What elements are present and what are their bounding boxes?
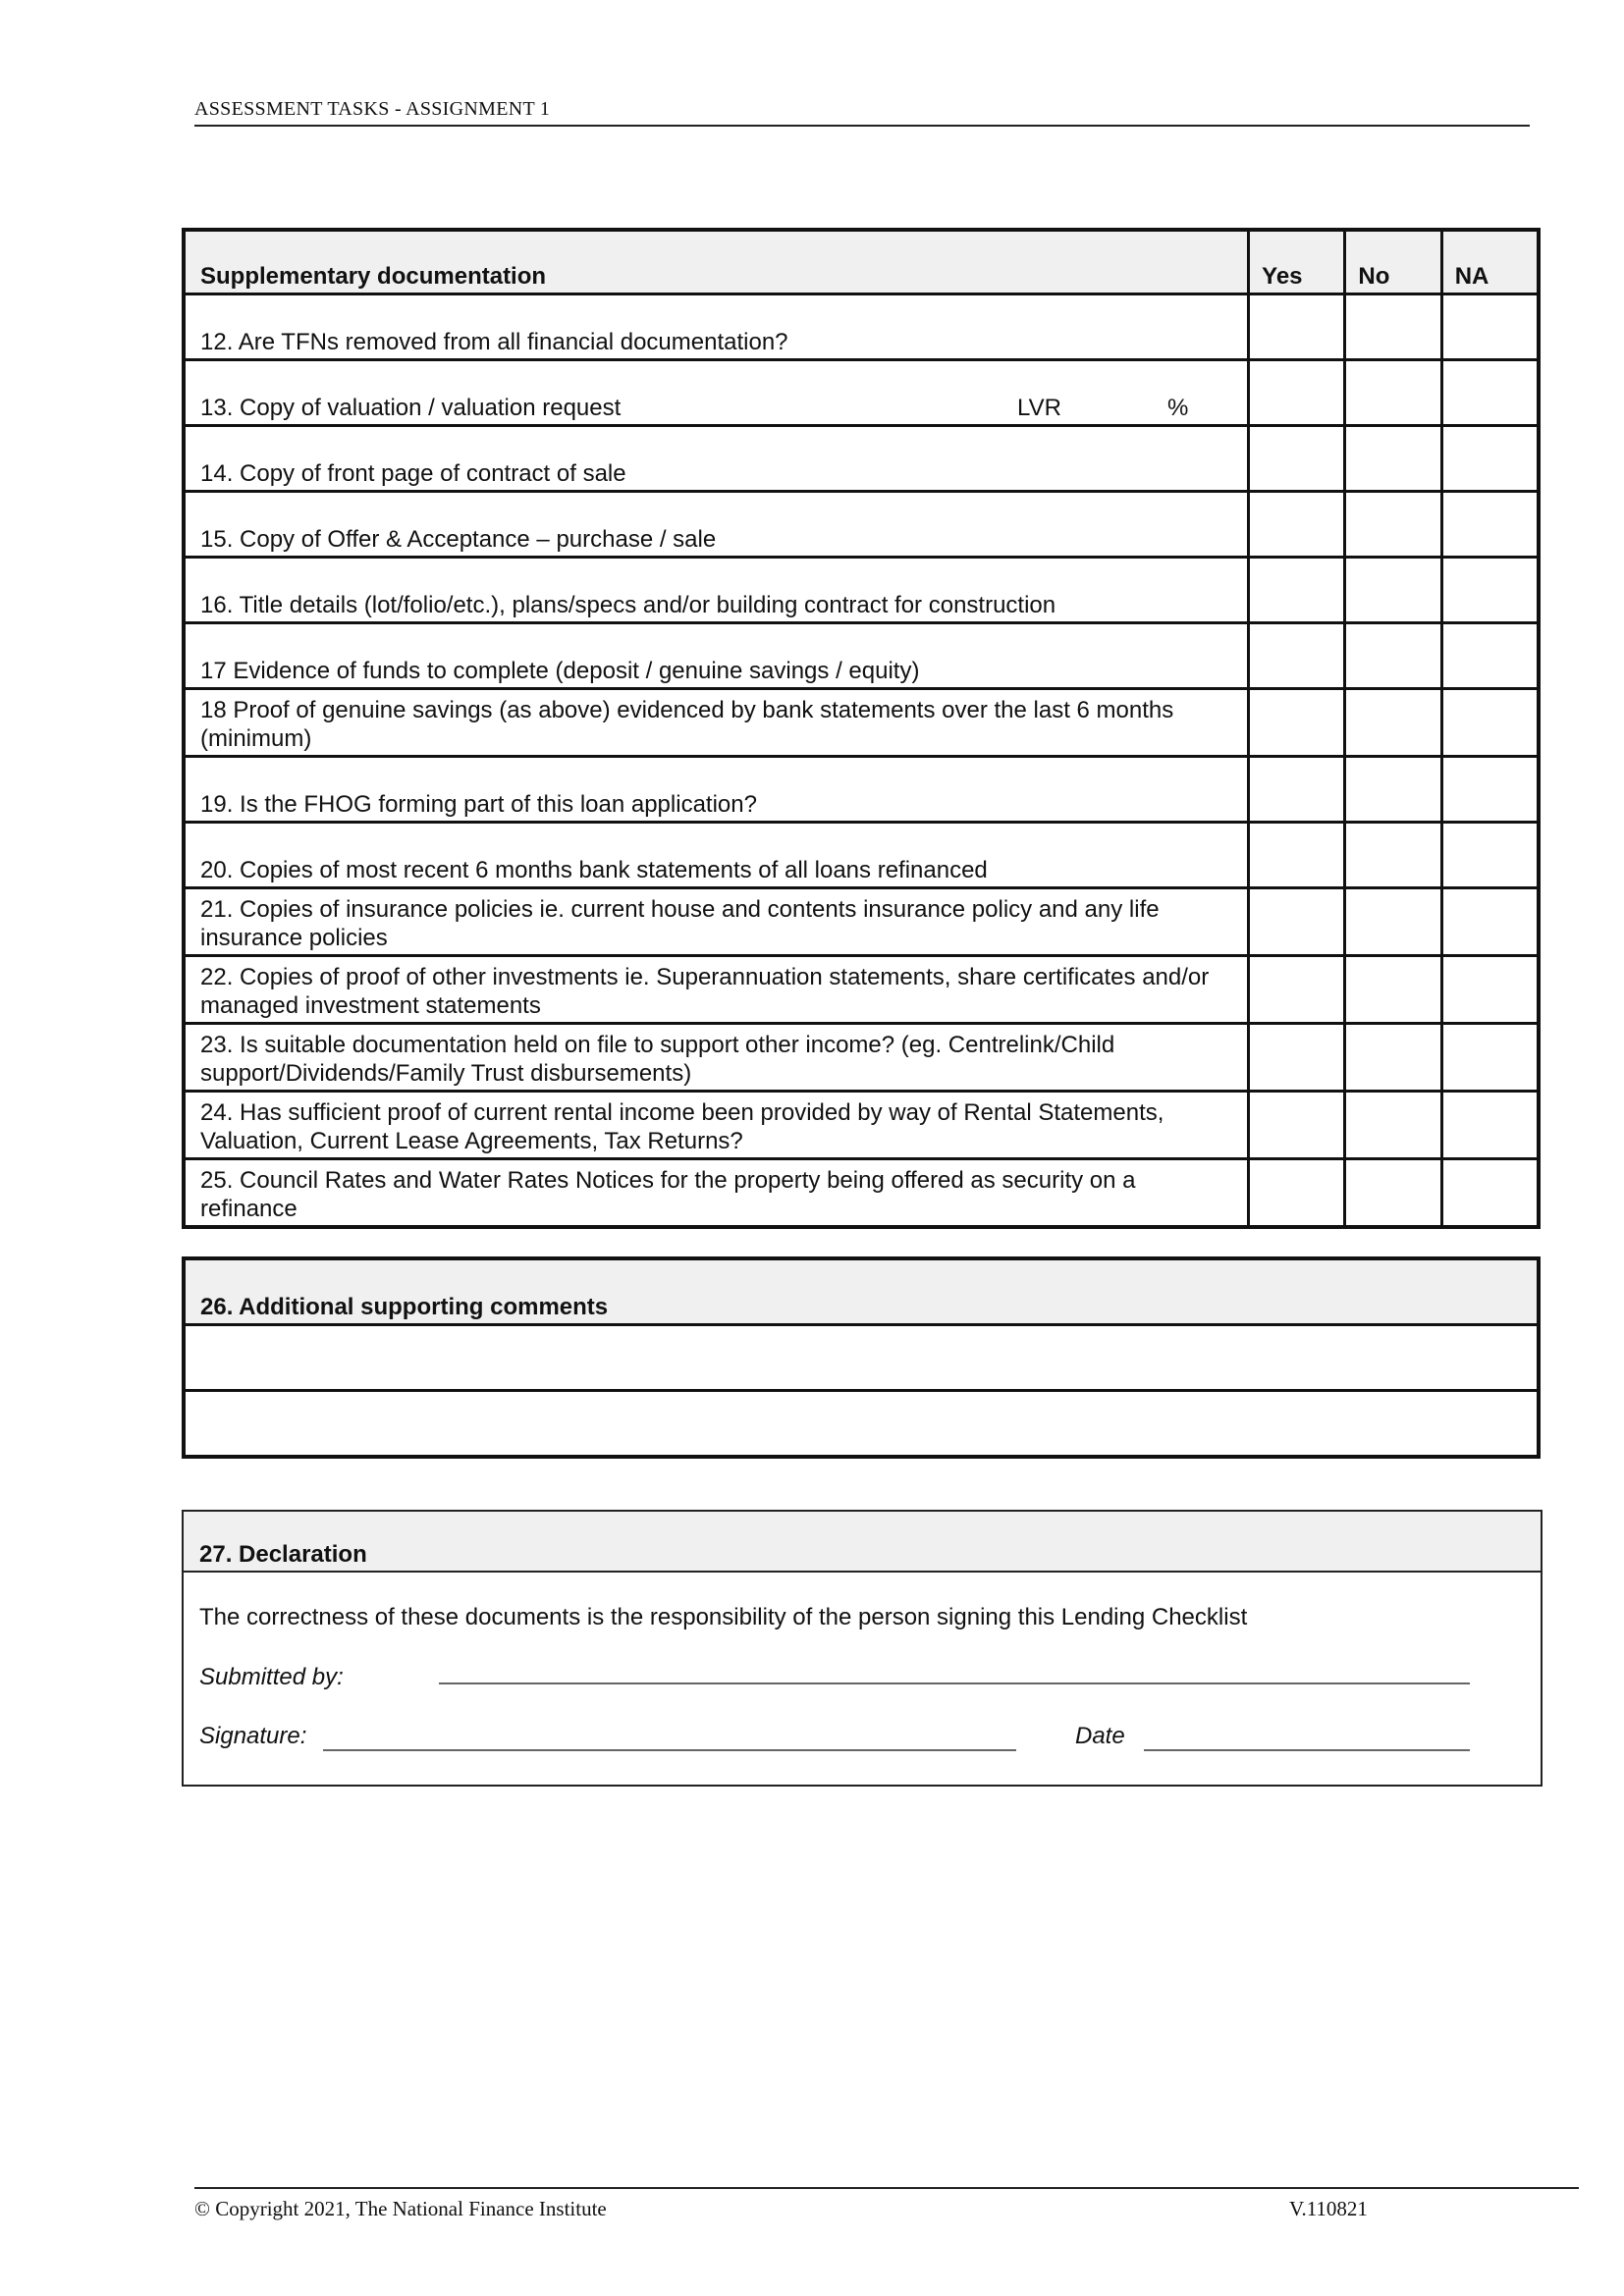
item-19-yes-cell[interactable] <box>1249 757 1345 823</box>
item-25-yes-cell[interactable] <box>1249 1159 1345 1228</box>
signature-line[interactable] <box>323 1749 1016 1751</box>
item-20-na-cell[interactable] <box>1441 823 1539 888</box>
item-16-no-cell[interactable] <box>1345 558 1441 623</box>
item-17-na-cell[interactable] <box>1441 623 1539 689</box>
item-20-no-cell[interactable] <box>1345 823 1441 888</box>
item-17: 17 Evidence of funds to complete (deposit / genuine savings / equity) <box>184 623 1249 689</box>
table-row <box>184 1159 1539 1228</box>
submitted-by-line[interactable] <box>439 1682 1470 1684</box>
declaration-box <box>182 1510 1543 1787</box>
item-23-no-cell[interactable] <box>1345 1024 1441 1092</box>
item-13: 13. Copy of valuation / valuation request <box>200 395 622 421</box>
item-25: 25. Council Rates and Water Rates Notices for the property being offered as security on a refinance <box>184 1159 1249 1228</box>
item-18-na-cell[interactable] <box>1441 689 1539 757</box>
signature-label: Signature: <box>199 1723 307 1749</box>
table-row <box>184 360 1539 426</box>
table-row <box>184 623 1539 689</box>
comment-line <box>184 1391 1539 1458</box>
item-13-na-cell[interactable] <box>1441 360 1539 426</box>
supplementary-documentation-table <box>182 228 1541 1229</box>
item-24-no-cell[interactable] <box>1345 1092 1441 1159</box>
table-row <box>184 1092 1539 1159</box>
lvr-percent: % <box>1167 395 1189 421</box>
declaration-statement: The correctness of these documents is the responsibility of the person signing this Lending Checklist <box>199 1604 1248 1630</box>
item-12-no-cell[interactable] <box>1345 294 1441 360</box>
page-header: ASSESSMENT TASKS - ASSIGNMENT 1 <box>194 98 1530 127</box>
item-18: 18 Proof of genuine savings (as above) evidenced by bank statements over the last 6 months (minimum) <box>184 689 1249 757</box>
item-16-yes-cell[interactable] <box>1249 558 1345 623</box>
item-21-yes-cell[interactable] <box>1249 888 1345 956</box>
item-17-yes-cell[interactable] <box>1249 623 1345 689</box>
item-18-yes-cell[interactable] <box>1249 689 1345 757</box>
table-row <box>184 689 1539 757</box>
item-14-na-cell[interactable] <box>1441 426 1539 492</box>
item-19-no-cell[interactable] <box>1345 757 1441 823</box>
table-row <box>184 426 1539 492</box>
comment-field-2[interactable] <box>184 1391 1539 1458</box>
table-row <box>184 294 1539 360</box>
item-15: 15. Copy of Offer & Acceptance – purchase / sale <box>184 492 1249 558</box>
comment-field-1[interactable] <box>184 1325 1539 1391</box>
item-18-no-cell[interactable] <box>1345 689 1441 757</box>
item-15-na-cell[interactable] <box>1441 492 1539 558</box>
table-row <box>184 558 1539 623</box>
item-15-yes-cell[interactable] <box>1249 492 1345 558</box>
item-24-yes-cell[interactable] <box>1249 1092 1345 1159</box>
item-13-cell <box>184 360 1249 426</box>
item-13-yes-cell[interactable] <box>1249 360 1345 426</box>
table-header-row <box>184 230 1539 294</box>
item-22-na-cell[interactable] <box>1441 956 1539 1024</box>
item-16: 16. Title details (lot/folio/etc.), plans/specs and/or building contract for construction <box>184 558 1249 623</box>
declaration-title: 27. Declaration <box>184 1512 1541 1573</box>
item-22: 22. Copies of proof of other investments ie. Superannuation statements, share certificates and/or managed investment statements <box>184 956 1249 1024</box>
item-22-no-cell[interactable] <box>1345 956 1441 1024</box>
col-no-header: No <box>1345 230 1441 294</box>
col-na-header: NA <box>1441 230 1539 294</box>
item-17-no-cell[interactable] <box>1345 623 1441 689</box>
item-19: 19. Is the FHOG forming part of this loan application? <box>184 757 1249 823</box>
table-row <box>184 823 1539 888</box>
col-yes-header: Yes <box>1249 230 1345 294</box>
item-16-na-cell[interactable] <box>1441 558 1539 623</box>
page-footer <box>194 2187 1579 2221</box>
table-row <box>184 1024 1539 1092</box>
footer-copyright: © Copyright 2021, The National Finance Institute <box>194 2197 607 2220</box>
item-12-yes-cell[interactable] <box>1249 294 1345 360</box>
item-14: 14. Copy of front page of contract of sale <box>184 426 1249 492</box>
item-23-yes-cell[interactable] <box>1249 1024 1345 1092</box>
item-24: 24. Has sufficient proof of current rental income been provided by way of Rental Statements, Valuation, Current Lease Agreements, Tax Returns? <box>184 1092 1249 1159</box>
item-25-na-cell[interactable] <box>1441 1159 1539 1228</box>
item-13-no-cell[interactable] <box>1345 360 1441 426</box>
item-14-no-cell[interactable] <box>1345 426 1441 492</box>
table-row <box>184 956 1539 1024</box>
item-14-yes-cell[interactable] <box>1249 426 1345 492</box>
table-row <box>184 757 1539 823</box>
footer-version: V.110821 <box>1289 2197 1368 2220</box>
date-line[interactable] <box>1144 1749 1470 1751</box>
item-19-na-cell[interactable] <box>1441 757 1539 823</box>
table-row <box>184 492 1539 558</box>
submitted-by-label: Submitted by: <box>199 1664 344 1690</box>
lvr-label: LVR <box>1017 395 1061 421</box>
supplementary-title: Supplementary documentation <box>184 230 1249 294</box>
comments-title: 26. Additional supporting comments <box>184 1258 1539 1325</box>
table-row <box>184 888 1539 956</box>
item-24-na-cell[interactable] <box>1441 1092 1539 1159</box>
item-21-na-cell[interactable] <box>1441 888 1539 956</box>
item-21-no-cell[interactable] <box>1345 888 1441 956</box>
item-23: 23. Is suitable documentation held on file to support other income? (eg. Centrelink/Child support/Dividends/Family Trust disbursements) <box>184 1024 1249 1092</box>
comment-line <box>184 1325 1539 1391</box>
item-20: 20. Copies of most recent 6 months bank statements of all loans refinanced <box>184 823 1249 888</box>
item-20-yes-cell[interactable] <box>1249 823 1345 888</box>
item-12: 12. Are TFNs removed from all financial documentation? <box>184 294 1249 360</box>
item-25-no-cell[interactable] <box>1345 1159 1441 1228</box>
item-22-yes-cell[interactable] <box>1249 956 1345 1024</box>
item-23-na-cell[interactable] <box>1441 1024 1539 1092</box>
date-label: Date <box>1075 1723 1125 1749</box>
additional-comments-table <box>182 1256 1541 1459</box>
comments-header-row <box>184 1258 1539 1325</box>
item-21: 21. Copies of insurance policies ie. current house and contents insurance policy and any life insurance policies <box>184 888 1249 956</box>
item-15-no-cell[interactable] <box>1345 492 1441 558</box>
item-12-na-cell[interactable] <box>1441 294 1539 360</box>
